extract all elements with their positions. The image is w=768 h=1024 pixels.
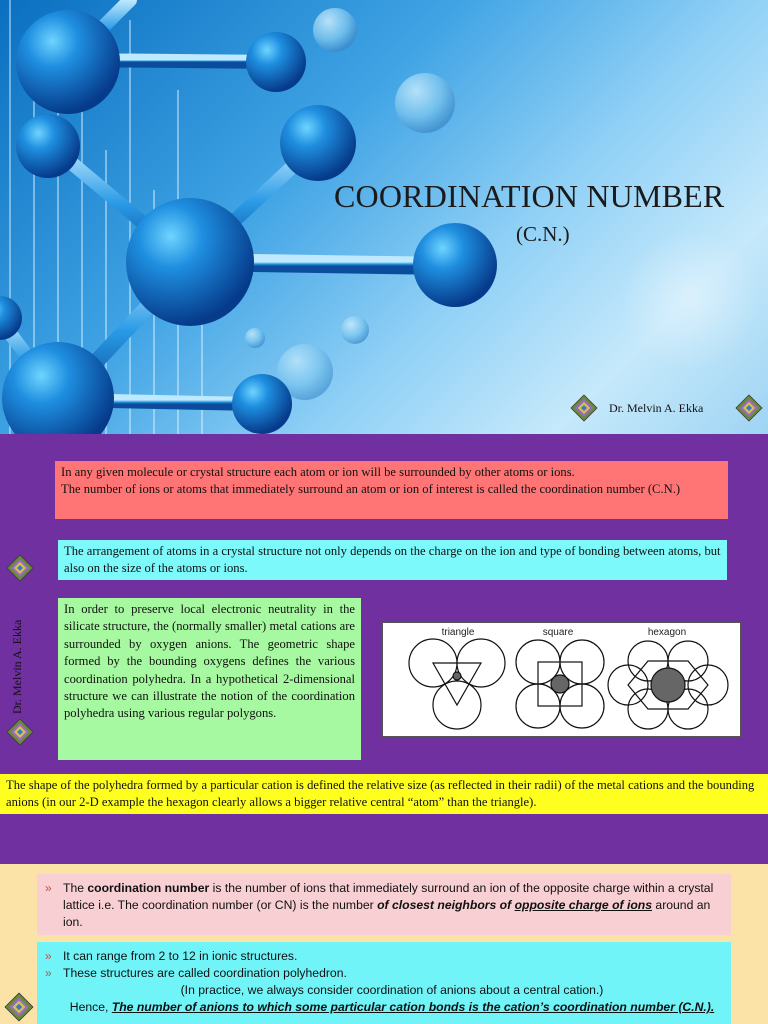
cn-emphasis-underlined: opposite charge of ions [514,898,653,912]
vertical-author-name: Dr. Melvin A. Ekka [10,619,24,714]
definition-line-2: The number of ions or atoms that immediately surround an atom or ion of interest is called the coordination number (C.N.) [61,482,681,496]
author-name: Dr. Melvin A. Ekka [609,401,704,415]
bullet-icon: » [45,881,52,895]
content-slide-polyhedra [0,434,768,864]
polygons-figure [383,623,740,736]
coordination-polygons-diagram [382,622,741,737]
hence-label: Hence, [69,1000,112,1014]
hexagon-label: hexagon [647,627,687,638]
hexagon-figure [608,641,728,729]
cn-definition-box [37,874,731,935]
crystal-gem-icon [6,718,34,746]
title-slide [0,0,768,434]
arrangement-box: The arrangement of atoms in a crystal structure not only depends on the charge on the ion and type of bonding between atoms, but also on the size of the atoms or ions. [58,540,727,580]
crystal-gem-icon [735,394,763,422]
triangle-label: triangle [441,627,475,638]
crystal-gem-icon [4,992,34,1022]
triangle-figure [409,639,505,729]
cn-text-1: The [63,881,88,895]
cn-range-box [37,942,731,1024]
slide-title: COORDINATION NUMBER [334,178,725,214]
cn-emphasis: of closest neighbors of [377,898,515,912]
cn-text-2: is the number of ions that immediately surround an ion of the opposite charge within a crystal lattice i.e. The coordination number (or CN) is the number [63,881,714,912]
bullet-icon: » [45,966,52,980]
polyhedra-shape-box: The shape of the polyhedra formed by a particular cation is defined the relative size (as reflected in their radii) of the metal cations and the bounding anions (in our 2-D example the hexagon clearly allows a bigger relative central “atom” than the triangle). [0,774,768,814]
cn-text-3: around an ion. [63,898,711,929]
definition-box [55,461,728,519]
molecule-background-graphic [0,0,768,434]
slide-subtitle: (C.N.) [516,222,570,246]
neutrality-box: In order to preserve local electronic neutrality in the silicate structure, the (normally smaller) metal cations are surrounded by oxygen anions. The geometric shape formed by the bounding oxygens defines the various coordination polyhedra. In a hypothetical 2-dimensional structure we can illustrate the notion of the coordination polyhedra using various regular polygons. [58,598,361,760]
hence-line [63,999,721,1016]
range-text: It can range from 2 to 12 in ionic structures. [63,949,298,963]
crystal-gem-icon [570,394,598,422]
square-figure [516,640,604,728]
crystal-gem-icon [6,554,34,582]
range-bullet [45,948,721,965]
polyhedron-text: These structures are called coordination polyhedron. [63,966,347,980]
hence-statement: The number of anions to which some particular cation bonds is the cation’s coordination number (C.N.). [111,1000,715,1014]
bullet-icon: » [45,949,52,963]
practice-note: (In practice, we always consider coordination of anions about a central cation.) [180,983,604,997]
cn-term: coordination number [87,881,210,895]
square-label: square [542,627,574,638]
polyhedron-bullet [45,965,721,982]
content-slide-definition [0,864,768,1024]
definition-line-1: In any given molecule or crystal structure each atom or ion will be surrounded by other atoms or ions. [61,465,575,479]
